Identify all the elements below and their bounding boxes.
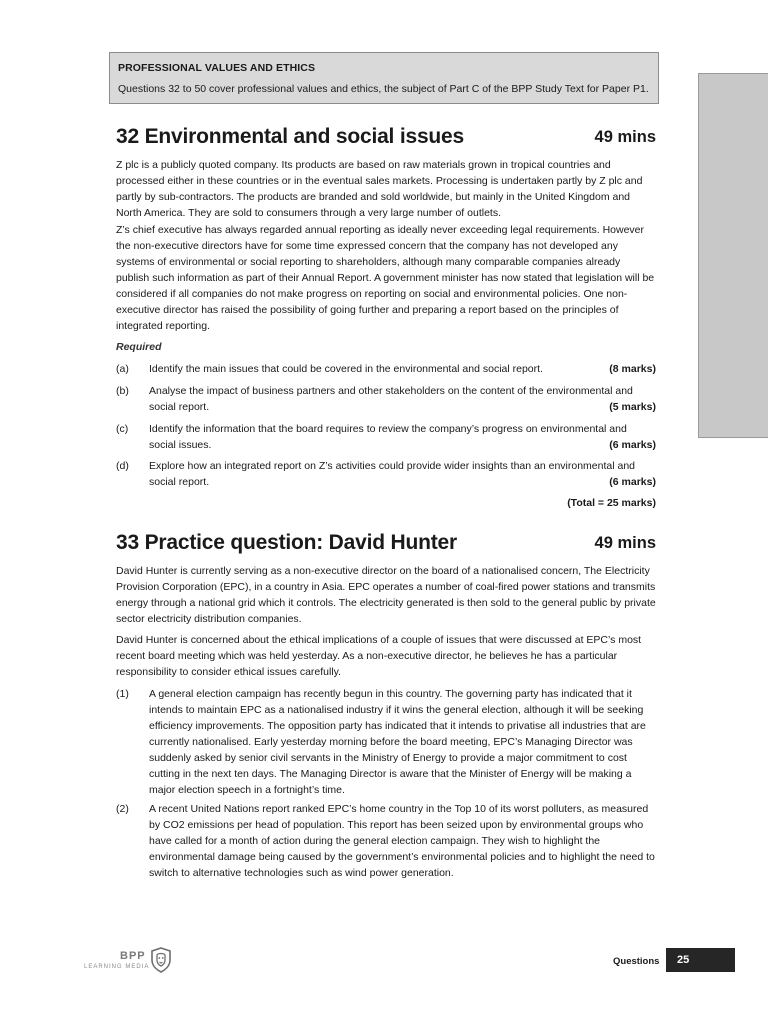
q32-paragraph-2: Z’s chief executive has always regarded annual reporting as ideally never exceeding legal requirements. However the non-executive directors have for some time expressed concern that the company has not developed any systems of environmental or social reporting to shareholders, although many comparable companies already publish such information as part of their Annual Report. A government minister has now stated that legislation will be considered if all companies do not make progress on reporting on social and environmental policies. One non-executive director has raised the possibility of going further and preparing a report based on the principles of integrated reporting. [116,224,655,332]
item-body [149,801,656,881]
q32-heading [116,125,656,151]
item-body [149,686,656,798]
item-body [149,421,656,453]
logo-subtitle: LEARNING MEDIA [84,964,150,970]
q33-item-2 [116,801,656,881]
item-marks: (6 marks) [609,476,656,488]
item-label: (a) [116,363,129,375]
logo-name: BPP [120,950,146,962]
q33-item-1 [116,686,656,798]
q32-mins: 49 mins [594,128,656,146]
item-marks: (8 marks) [609,363,656,375]
q32-item-b [116,383,656,415]
q33-paragraph-2: David Hunter is concerned about the ethical implications of a couple of issues that were discussed at EPC’s most recent board meeting which was held yesterday. As a non-executive director, he believes he has a particular responsibility to consider ethical issues carefully. [116,634,642,678]
section-callout [109,52,659,104]
item-body [149,361,656,377]
q32-item-a [116,361,656,377]
item-text: Identify the information that the board requires to review the company’s progress on environmental and social issues. [149,423,627,451]
item-text: Explore how an integrated report on Z’s activities could provide wider insights than an environmental and social report. [149,460,635,488]
bpp-logo [84,946,174,978]
item-text: A recent United Nations report ranked EPC’s home country in the Top 10 of its worst polluters, as measured by CO2 emissions per head of population. This report has been seized upon by environmental groups who have called for a month of action during the general election campaign. They wish to highlight the environmental damage being caused by the government’s environmental policies and to highlight the need to switch to alternative technologies such as wind power generation. [149,803,655,879]
item-label: (d) [116,460,129,472]
page-number: 25 [666,948,735,972]
item-marks: (6 marks) [609,439,656,451]
item-label: (2) [116,803,129,815]
item-label: (c) [116,423,129,435]
q32-title: 32 Environmental and social issues [116,125,465,148]
q33-paragraph-1: David Hunter is currently serving as a non-executive director on the board of a nationalised concern, The Electricity Provision Corporation (EPC), in a country in Asia. EPC operates a number of coal-fired power stations and transmits energy through a national grid which it controls. The electricity generated is then sold to the general public by private sector electricity distribution companies. [116,565,656,625]
q32-total-marks: (Total = 25 marks) [567,497,656,509]
footer-section-label: Questions [613,956,660,967]
item-label: (1) [116,688,129,700]
callout-title: PROFESSIONAL VALUES AND ETHICS [118,62,316,74]
lion-shield-icon [150,947,172,973]
q33-mins: 49 mins [594,534,656,552]
item-body [149,458,656,490]
q32-item-c [116,421,656,453]
side-tab [698,73,768,438]
item-marks: (5 marks) [609,401,656,413]
item-text: Identify the main issues that could be covered in the environmental and social report. [149,363,543,375]
q33-title: 33 Practice question: David Hunter [116,531,457,554]
item-text: A general election campaign has recently begun in this country. The governing party has indicated that it intends to maintain EPC as a nationalised industry if it wins the general election, although it will be seeking efficiency improvements. The opposition party has indicated that it intends to privatise all industries that are currently nationalised. Early yesterday morning before the board meeting, EPC’s Managing Director was suddenly asked by senior civil servants in the Ministry of Energy to provide a major commitment to cost cutting in the next ten days. The Managing Director is aware that the Minister of Energy will be making a major election speech in a fortnight’s time. [149,688,646,796]
callout-text: Questions 32 to 50 cover professional values and ethics, the subject of Part C of the BPP Study Text for Paper P1. [118,83,649,95]
q32-paragraph-1: Z plc is a publicly quoted company. Its products are based on raw materials grown in tropical countries and processed either in these countries or in the eventual sales markets. Processing is undertaken partly by Z plc and partly by sub-contractors. The products are branded and sold worldwide, but mainly in the United Kingdom and North America. They are sold to consumers through a very large number of outlets. [116,159,643,219]
q32-required-label: Required [116,341,162,353]
item-label: (b) [116,385,129,397]
q33-heading [116,531,656,557]
q32-item-d [116,458,656,490]
item-text: Analyse the impact of business partners and other stakeholders on the content of the environmental and social report. [149,385,633,413]
item-body [149,383,656,415]
